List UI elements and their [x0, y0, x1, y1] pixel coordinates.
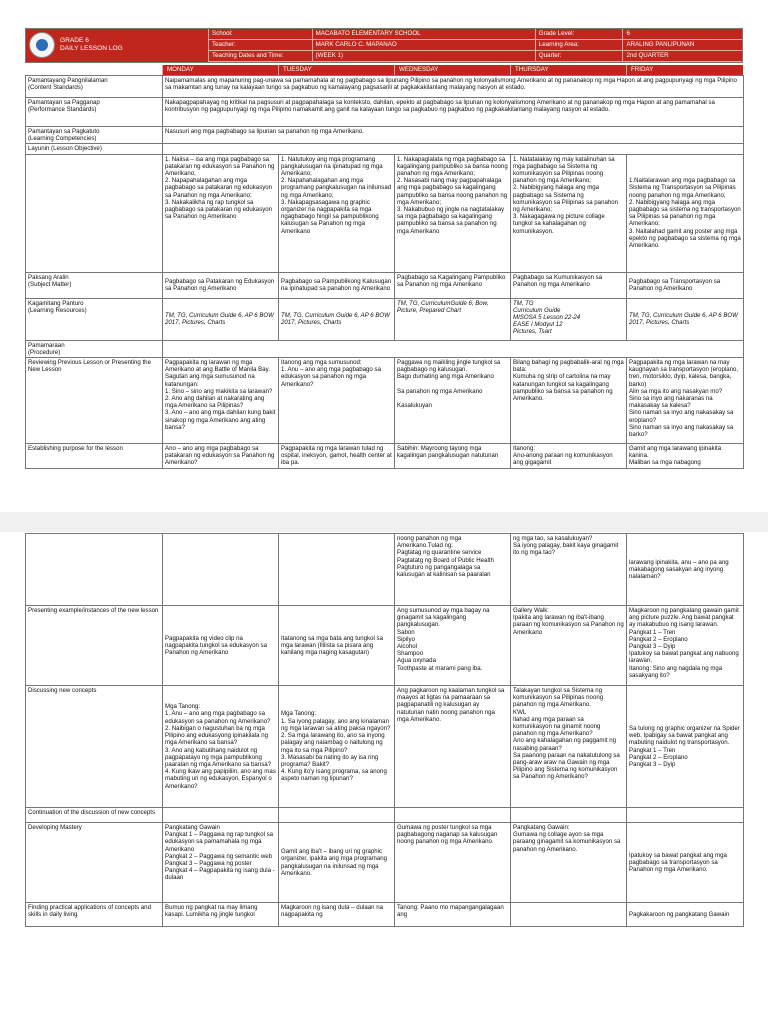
presenting-cell: Magkaroon ng pangkalang gawain gamit ang picture puzzle. Ang bawat pangkat ay makabubuo ng isang larawan. Pangkat 1 – Tren Pangkat 2 – Eroplano Pangkat 3 – Dyip Ipatukoy sa bawat pangkat ang nabuong larawan. Itanong: Sino ang nagdala ng mga sasakyang ito? [627, 606, 744, 686]
presenting-cell: Itatanong sa mga bata ang tungkol sa mga larawan (Ililista sa pisara ang kanilang mga naging kasagutan) [279, 606, 395, 686]
review-cell: Pagpapakita ng mga larawan na may kaugnayan sa transportasyon (eroplano, tren, motorsiklo, dyip, kalesa, bangka, barko) Alin sa mga ito ang nasakyan mo? Sino sa inyo ang nakaranas na makasakay sa kalesa? Sino naman sa inyo ang nakasakay sa eroplano? Sino naman sa inyo ang nakasakay sa barko? [627, 358, 744, 444]
resources-cell: TM, TG, CurriculumGuide 6, Bow, Picture, Prepared Chart [395, 298, 511, 340]
objective-cell: 1.Naitalarawan ang mga pagbabago sa Sistema ng Transportasyon sa Pilipinas noong panahon ng mga Amerikano; 2. Nabibigyang halaga ang mga pagbabago sa sistema ng transportasyon sa Pilipinas sa panahon ng mga Amerikano; 3. Naitalahad gamit ang poster ang mga epekto ng pagbabago sa sistema ng mga Amerikano. [627, 154, 744, 272]
practical-cell: Bumuo ng pangkat na may limang kasapi. Lumikha ng jingle tungkol [163, 903, 279, 927]
table-row [26, 298, 744, 340]
row-label: Paksang Aralin (Subject Matter) [26, 272, 163, 298]
day-wednesday: WEDNESDAY [394, 65, 510, 75]
row-label: Kagamitang Panturo (Learning Resources) [26, 298, 163, 340]
dates-label: Teaching Dates and Time: [208, 51, 312, 62]
discussing-cell: Mga Tanong: 1. Sa iyong palagay, ano ang kinalaman ng mga larawan sa ating paksa ngayon? 2. Sa mga larawang ito, ano sa inyong palagay ang naiambag o naitulong ng mga ito sa mga Pilipino? 3. Masasabi ba nating ito ay isa ring programa? Bakit? 4. Kung ito'y isang programa, sa anong aspeto naman ng lipunan? [279, 686, 395, 808]
table-row [26, 358, 744, 444]
review-cell: Bilang bahagi ng pagbabalik-aral ng mga bata: Kumuha ng strip of cartolina na may katanungan tungkol sa kagalingang pampubliko sa bansa sa panahon ng Amerikano. [511, 358, 627, 444]
mastery-cell: Gumawa ng poster tungkol sa mga pagbabagong naganap sa kalusugan noong panahon ng mga Amerikano. [395, 823, 511, 903]
subject-cell: Pagbabago sa Pampublikong Kalusugan na ipinatupad sa panahon ng Amerikano [279, 272, 395, 298]
resources-cell: TM, TG Curriculum Guide MISOSA 5 Lesson 22-24 EASE I Modyul 12 Pictures, Tsart [511, 298, 627, 340]
learning-area-label: Learning Area: [535, 40, 623, 51]
row-label: Continuation of the discussion of new concepts [26, 808, 163, 823]
discussing-cell: Talakayan tungkol sa Sistema ng komunikasyon sa Pilipinas noong panahon ng mga Amerikano. KWL Ilahad ang mga paraan sa komunikasyon na ginamit noong panahon ng mga Amerikano? Ano ang kahalagahan ng paggamit ng nasabing paraan? Sa paanong paraan na nakatutulong sa pang-araw araw na Gawain ng mga Pilipino ang Sistema ng komunikasyon sa Panahon ng Amerikano? [511, 686, 627, 808]
quarter-label: Quarter: [535, 51, 623, 62]
header [25, 28, 743, 63]
row-label: Pamantayan sa Pagkatuto (Learning Competencies) [26, 127, 163, 144]
mastery-cell: Gamit ang iba't – ibang uri ng graphic organizer, ipakita ang mga programang pangkalusugan na inilunsad ng mga Amerikano. [279, 823, 395, 903]
objective-cell: 1. Natutukoy ang mga programang pangkalusugan na ipinatupad ng mga Amerikano; 2. Napahahalagahan ang mga programang pangkalusugan na inilunsad ng mga Amerikano; 3. Nakapagsasagawa ng graphic organizer na nagpapakita sa mga ngagbabago hingil sa pampublikong kalusugan sa Panahon ng mga Amerikano [279, 154, 395, 272]
lesson-table-page-1 [25, 75, 744, 469]
teacher-label: Teacher: [208, 40, 312, 51]
deped-seal-icon [29, 32, 55, 58]
school-label: School: [208, 29, 312, 40]
presenting-cell: Gallery Walk: Ipakita ang larawan ng iba't-ibang paraan ng komunikasyon sa Panahon ng Amerikano [511, 606, 627, 686]
objective-cell: 1. Natatalakay ng may katalinuhan sa mga pagbabago sa Sistema ng komunikasyon sa Pilipinas noong panahon ng mga Amerikano; 2. Nabibigyang halaga ang mga pagbabago sa Sistema ng komunikasyon sa Pilipinas sa panahon ng Amerikano; 3. Nakagagawa ng picture collage tungkol sa kahalagahan ng komunikasyon. [511, 154, 627, 272]
purpose-cont-cell: larawang ipinakita, anu – ano pa ang makabagong sasakyan ang inyong nalalaman? [627, 534, 744, 606]
review-cell: Itanong ang mga sumusunod: 1. Anu – ano ang mga pagbabago sa edukasyon sa panahon ng mga Amerikano? [279, 358, 395, 444]
review-cell: Paggawa ng maikling jingle tungkol sa pagbabago ng kalusugan. Bago dumating ang mga Amerikano Sa panahon ng mga Amerikano Kasalukuyan [395, 358, 511, 444]
purpose-cont-cell: ng mga tao, sa kasalukuyan? Sa iyong palagay, bakit kaya ginagamit ito ng mga tao? [511, 534, 627, 606]
table-row [26, 823, 744, 903]
lesson-log-page-1 [25, 28, 743, 469]
objective-cell: 1. Naiisa – isa ang mga pagbabago sa patakaran ng edukasyon sa Panahon ng Amerikano; 2. Napapahalagahan ang mga pagbabago sa patakaran ng edukasyon sa Panahon ng mga Amerikano; 3. Nakakalikha ng rap tungkol sa pagbabago sa patakaran ng edukasyon sa Panahon ng Amerikano [163, 154, 279, 272]
presenting-cell: Ang sumusunod ay mga bagay na ginagamit sa kagalingang pangkalusugan. Sabon Sipilyo Alcohol Shampoo Agua oxynada Toothpaste at marami pang iba. [395, 606, 511, 686]
subject-cell: Pagbabago sa Kumunikasyon sa Panahon ng mga Amerikano [511, 272, 627, 298]
discussing-cell: Ang pagkaroon ng kaalaman tungkol sa maayos at ligtas na pamaaraan sa pagpapanatili ng kalusugan ay natutunan natin noong panahon nga mga Amerikano. [395, 686, 511, 808]
day-friday: FRIDAY [626, 65, 743, 75]
table-row [26, 144, 744, 154]
day-monday: MONDAY [162, 65, 278, 75]
purpose-cell: Pagpapakita ng mga larawan tulad ng ospital, ineksyon, gamot, health center at iba pa. [279, 444, 395, 469]
table-row [26, 154, 744, 272]
purpose-cont-cell: noong panahon ng mga Amerikano.Tulad ng: Pagtatag ng quarantine service Pagtatatg ng Board of Public Health Pagtuturo ng pangangalaga sa kalusugan at kalinisan sa paaralan [395, 534, 511, 606]
purpose-cont-cell [279, 534, 395, 606]
table-row [26, 903, 744, 927]
teacher-value: MARK CARLO C. MAPANAO [312, 40, 535, 51]
header-title-block [26, 29, 208, 62]
grade-level-label: Grade Level: [535, 29, 623, 40]
lesson-table-page-2 [25, 533, 744, 927]
practical-cell: Tanong: Paano mo mapangangalagaan ang [395, 903, 511, 927]
purpose-cont-cell [163, 534, 279, 606]
row-label: Establishing purpose for the lesson [26, 444, 163, 469]
table-row [26, 534, 744, 606]
objective-cell: 1. Nakapaglalata ng mga pagbabago sa kagalingang pampubliko sa bansa noong panahon ng mga Amerikano; 2. Nasasabi nang may pagpapahalaga ang mga pagbabago sa kagalingang pampubliko sa bansa noong panahon ng mga Amerikano; 3. Nakabubuo ng jingle na nagtatalakay sa mga pagbabago sa kagalingang pampubliko sa bansa sa panahon ng mga Amerikano [395, 154, 511, 272]
table-row [26, 272, 744, 298]
quarter-value: 2nd QUARTER [622, 51, 742, 62]
mastery-cell: Pangkatang Gawain: Gumawa ng collage ayon sa mga paraang ginagamit sa komunikasyon sa panahon ng Amerikano. [511, 823, 627, 903]
performance-standards-text: Nakapagpapahayag ng kritikal na pagsusuri at pagpapahalaga sa konteksto, dahilan, epekto at pagbabago sa lipunan ng kolonyalismong Amerikano at ng pananakop ng mga Hapon at ang pamamahal sa kontribusyon ng pagpupunyagi ng mga Pilipino namakamit ang ganit na kalayaan tungo sa pagkabuo ng pagkabuo ng pagkakakilanlang malayang nasyon at estado. [163, 98, 744, 127]
table-row [26, 340, 744, 357]
row-label: Reviewing Previous Lesson or Presenting the New Lesson [26, 358, 163, 444]
resources-cell: TM, TG, Curriculum Guide 6, AP 6 BOW 2017, Pictures, Charts [627, 298, 744, 340]
subject-cell: Pagbabago sa Patakaran ng Edukasyon sa Panahon ng Amerikano [163, 272, 279, 298]
grade-title: GRADE 6 [60, 37, 89, 44]
review-cell: Pagpapakita ng larawan ng mga Amerikano at ang Battle of Manila Bay. Sagutan ang mga sumusunod na katanungan: 1. Sino – sino ang makikita sa larawan? 2. Ano ang dahilan at nakarating ang mga Amerikano sa Pilipinas? 3. Ano – ano ang mga dahilan kung bakit sinakop ng mga Amerikano ang ating bansa? [163, 358, 279, 444]
school-value: MACABATO ELEMENTARY SCHOOL [312, 29, 535, 40]
discussing-cell: Mga Tanong: 1. Anu – ano ang mga pagbabago sa edukasyon sa panahon ng Amerikano? 2. Naibigan o nagustuhan ba ng mga Pilipino ang edukasyong ipinakilala ng mga Amerikano sa bansa? 3. Ano ang kabutihang naidulot ng pagpapatayo ng mga pampublikong paaralan ng mga Amerikano sa bansa? 4. Kung ikaw ang papipiliin, ano ang mas mabuting uri ng edukasyon, Espanyol o Amerikano? [163, 686, 279, 808]
row-label: Developing Mastery [26, 823, 163, 903]
learning-area-value: ARALING PANLIPUNAN [622, 40, 742, 51]
content-standards-text: Naipamamalas ang mapanuring pag-unawa sa pamamahala at ng pagbabago sa lipunang Pilipino sa panahon ng kolonyalismong Amerikano at ng pananakop ng mga Hapon at ang pagpupunyagi ng mga Pilipino sa makamtan ang tunay na kalayaan tungo sa pagkabuo ng kamalayang pagsasarili at pagkakakilanlang malayang nasyon at estado. [163, 76, 744, 98]
table-row [26, 606, 744, 686]
resources-cell: TM, TG, Curriculum Guide 6, AP 6 BOW 2017, Pictures, Charts [279, 298, 395, 340]
lesson-log-page-2 [25, 533, 743, 927]
competency-text: Nasusuri ang mga pagbabago sa lipunan sa panahon ng mga Amerikano. [163, 127, 744, 144]
day-header-row [25, 65, 743, 75]
row-label: Presenting example/instances of the new lesson [26, 606, 163, 686]
resources-cell: TM, TG, Curriculum Guide 6, AP 6 BOW 2017, Pictures, Charts [163, 298, 279, 340]
table-row [26, 76, 744, 98]
presenting-cell: Pagpapakita ng video clip na nagpapakita tungkol sa edukasyon sa Panahon ng Amerikano [163, 606, 279, 686]
header-info-grid [208, 29, 742, 62]
purpose-cell: Itanong: Anu-anong paraan ng komunikasyon ang gigagamit [511, 444, 627, 469]
subject-cell: Pagbabago sa Transportasyon sa Panahon ng Amerikano [627, 272, 744, 298]
discussing-cell: Sa tulong ng graphic organizer na Spider web, Ipabigay sa bawat pangkat ang mabuting naidulot ng transportasyon. Pangkat 1 – Tren Pangkat 2 – Eroplano Pangkat 3 – Dyip [627, 686, 744, 808]
purpose-cell: Ano – ano ang mga pagbabago sa patakaran ng edukasyon sa Panahon ng Amerikano? [163, 444, 279, 469]
practical-cell: Magkaroon ng isang dula – dulaan na nagpapakita ng [279, 903, 395, 927]
practical-cell [511, 903, 627, 927]
row-label: Pamantayan sa Pagganap (Performance Standards) [26, 98, 163, 127]
table-row [26, 127, 744, 144]
row-label: Pamamaraan (Procedure) [26, 340, 163, 357]
grade-level-value: 6 [622, 29, 742, 40]
table-row [26, 808, 744, 823]
row-label: Layunin (Lesson Objective) [26, 144, 163, 154]
mastery-cell: Ipatukoy sa bawat pangkat ang mga pagbabago sa transportasyon sa Panahon ng mga Amerikano. [627, 823, 744, 903]
purpose-cell: Gamit ang mga larawang ipinakita kanina. Maliban sa mga nabagong [627, 444, 744, 469]
day-thursday: THURSDAY [510, 65, 626, 75]
table-row [26, 98, 744, 127]
row-label: Finding practical applications of concepts and skills in daily living [26, 903, 163, 927]
row-label: Pamantayang Pangnilalaman (Content Standards) [26, 76, 163, 98]
table-row [26, 686, 744, 808]
row-label: Discussing new concepts [26, 686, 163, 808]
log-title: DAILY LESSON LOG [60, 45, 123, 52]
page-separator [0, 512, 768, 532]
subject-cell: Pagbabago sa Kagalingang Pampubliko sa Panahon ng mga Amerikano [395, 272, 511, 298]
day-tuesday: TUESDAY [278, 65, 394, 75]
mastery-cell: Pangkatang Gawain Pangkat 1 – Paggawa ng rap tungkol sa edukasyon sa pamamahala ng mga Amerikano Pangkat 2 – Paggawa ng semantic web Pangkat 3 – Paggawa ng poster Pangkat 4 – Pagpapakita ng isang dula - dulaan [163, 823, 279, 903]
table-row [26, 444, 744, 469]
purpose-cell: Sabihin: Mayroong tayong mga kagalingan pangkalusugan natutunan [395, 444, 511, 469]
practical-cell: Pagkakaroon ng pangkatang Gawain [627, 903, 744, 927]
dates-value: (WEEK 1) [312, 51, 535, 62]
